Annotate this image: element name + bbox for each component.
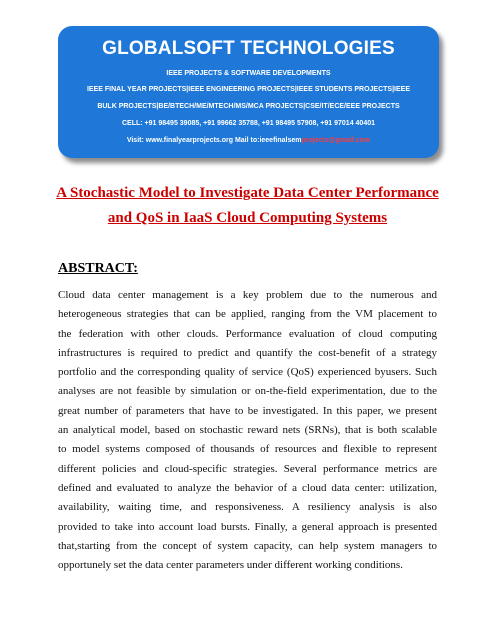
- banner-phone-line: CELL: +91 98495 39085, +91 99662 35788, +91 98495 57908, +91 97014 40401: [122, 120, 375, 127]
- abstract-line: portfolio and the corresponding quality of service (QoS) experienced byusers. Such: [58, 366, 437, 379]
- abstract-line: analyses are not feasible by simulation or on-the-field experimentation, due to the: [58, 385, 437, 398]
- banner-projects-line: IEEE FINAL YEAR PROJECTS|IEEE ENGINEERING PROJECTS|IEEE STUDENTS PROJECTS|IEEE: [86, 86, 411, 93]
- abstract-line: provided to take into account load bursts. Finally, a general approach is presented: [58, 520, 437, 533]
- abstract-line: that,starting from the concept of system capacity, can help system managers to: [58, 539, 437, 552]
- abstract-line: an analytical model, based on stochastic reward nets (SRNs), that is both scalable: [58, 424, 437, 437]
- abstract-line: heterogeneous strategies that can be applied, ranging from the VM placement to: [58, 308, 437, 321]
- abstract-body: [58, 286, 437, 575]
- banner-bulk-projects-line: BULK PROJECTS|BE/BTECH/ME/MTECH/MS/MCA PROJECTS|CSE/IT/ECE/EEE PROJECTS: [97, 103, 400, 110]
- paper-title-line-2: and QoS in IaaS Cloud Computing Systems: [107, 210, 388, 226]
- abstract-line: opportunely set the data center parameters under different working conditions.: [58, 559, 403, 572]
- banner-tagline: IEEE PROJECTS & SOFTWARE DEVELOPMENTS: [166, 70, 331, 77]
- paper-title: [30, 181, 465, 231]
- abstract-line: different policies and cloud-specific strategies. Several performance metrics are: [58, 462, 437, 475]
- abstract-line: the federation with other clouds. Performance evaluation of cloud computing: [58, 327, 437, 340]
- banner-contact-text: Visit: www.finalyearprojects.org Mail to:ieeefinalsem: [126, 137, 302, 144]
- email-link[interactable]: projects@gmail.com: [301, 137, 371, 144]
- abstract-line: infrastructures is required to predict and quantify the cost-benefit of a strategy: [58, 346, 437, 359]
- abstract-line: great number of parameters that have to be investigated. In this paper, we present: [58, 404, 437, 417]
- abstract-line: availability, waiting time, and responsiveness. A resiliency analysis is also: [58, 501, 437, 514]
- abstract-heading: ABSTRACT:: [58, 261, 138, 276]
- company-name: GLOBALSOFT TECHNOLOGIES: [102, 38, 395, 59]
- banner-contact-line: [58, 136, 439, 145]
- company-banner: [58, 26, 439, 158]
- abstract-line: Cloud data center management is a key problem due to the numerous and: [58, 289, 437, 301]
- abstract-line: to model systems composed of thousands of resources and flexible to represent: [58, 443, 437, 456]
- paper-title-line-1: A Stochastic Model to Investigate Data Center Performance: [56, 185, 439, 201]
- abstract-line: defined and evaluated to analyze the behavior of a cloud data center: utilization,: [58, 481, 437, 494]
